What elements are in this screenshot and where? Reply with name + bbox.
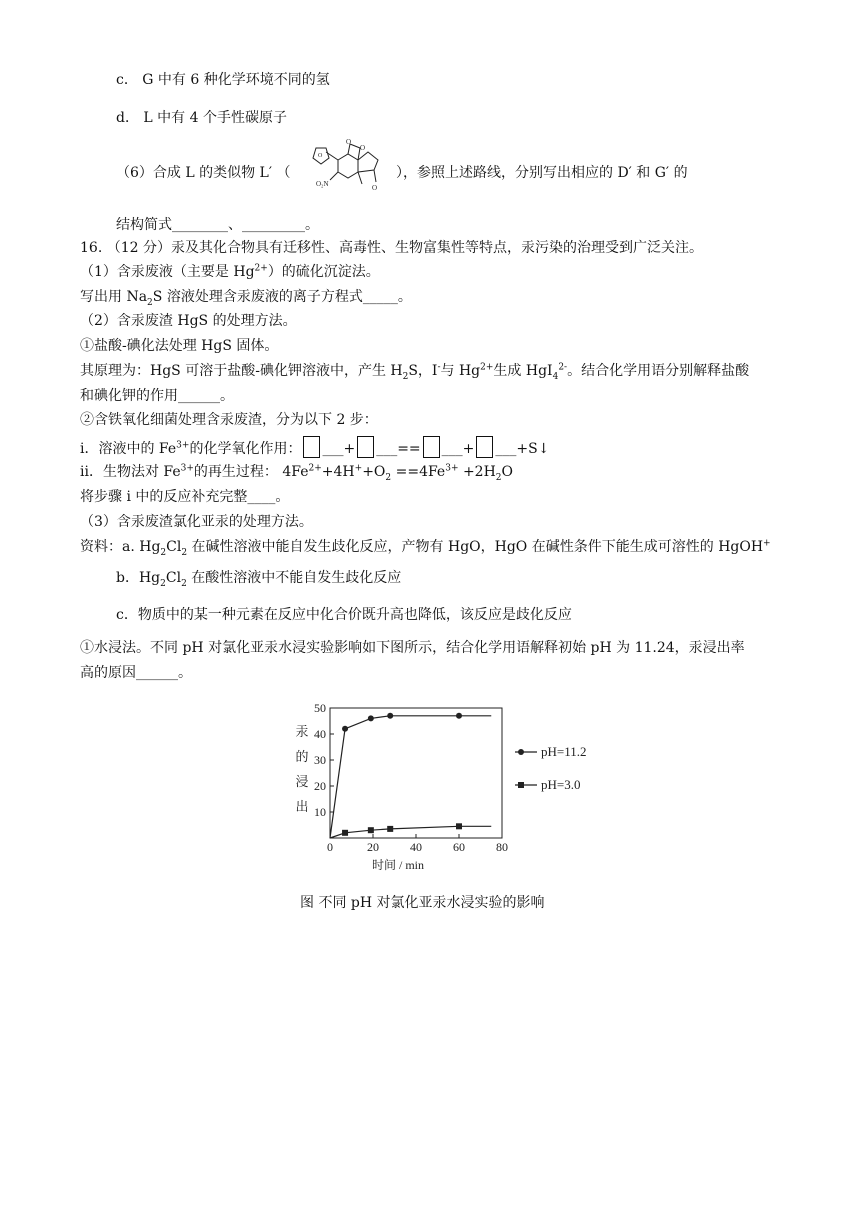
part2-method1: ①盐酸-碘化法处理 HgS 固体。: [80, 338, 279, 354]
x-axis-label: 时间 / min: [371, 858, 425, 872]
x-tick-label: 60: [453, 840, 465, 854]
series-line-square: [330, 826, 491, 838]
svg-text:O: O: [346, 138, 352, 146]
y-axis-label-char: 浸: [295, 774, 309, 789]
part1-question: 写出用 $Na_2S$ 溶液处理含汞废液的离子方程式_____。: [80, 289, 412, 308]
q16-intro: 16. （12 分）汞及其化合物具有迁移性、高毒性、生物富集性等特点，汞污染的治理受到广泛关注。: [80, 240, 703, 256]
part2-heading: （2）含汞废渣 HgS 的处理方法。: [80, 313, 297, 329]
option-c: c． G 中有 6 种化学环境不同的氢: [116, 72, 330, 88]
data-point-circle: [456, 713, 462, 719]
answer-box-1[interactable]: [303, 436, 320, 458]
svg-text:O: O: [318, 153, 323, 159]
svg-text:O: O: [372, 184, 378, 192]
plot-frame: [330, 708, 502, 838]
data-point-square: [342, 830, 348, 836]
info-a: 资料：a. $Hg_2Cl_2$ 在碱性溶液中能自发生歧化反应，产物有 HgO，HgO 在碱性条件下能生成可溶性的 HgOH+: [80, 538, 771, 558]
part3-method1: ①水浸法。不同 pH 对氯化亚汞水浸实验影响如下图所示，结合化学用语解释初始 pH 为 11.24，汞浸出率: [80, 640, 745, 656]
svg-text:O₂N: O₂N: [316, 180, 329, 188]
info-b: b．$Hg_2Cl_2$ 在酸性溶液中不能自发生歧化反应: [116, 570, 402, 589]
molecule-structure-image: [298, 138, 392, 208]
data-point-circle: [387, 713, 393, 719]
y-axis-label-char: 汞: [295, 724, 309, 739]
y-tick-label: 50: [314, 701, 326, 715]
y-tick-label: 10: [314, 805, 326, 819]
y-axis-label-char: 的: [295, 749, 309, 764]
leaching-chart: [270, 690, 610, 880]
answer-box-3[interactable]: [423, 436, 440, 458]
step-i: i．溶液中的 $Fe^{3+}$的化学氧化作用： ___+ ___== ___+ ___+S↓: [80, 436, 549, 459]
answer-box-2[interactable]: [357, 436, 374, 458]
info-c: c．物质中的某一种元素在反应中化合价既升高也降低，该反应是歧化反应: [116, 607, 572, 623]
svg-text:O: O: [360, 144, 366, 152]
y-axis-label-char: 出: [295, 799, 309, 814]
y-tick-label: 40: [314, 727, 326, 741]
part1-heading: （1）含汞废液（主要是 $Hg^{2+}$）的硫化沉淀法。: [80, 263, 380, 280]
data-point-circle: [342, 726, 348, 732]
legend-label: pH=11.2: [541, 744, 587, 759]
step-ii: ii．生物法对 $Fe^{3+}$的再生过程： $4Fe^{2+}+4H^++O_2 ==4Fe^{3+} +2H_2O$: [80, 463, 514, 483]
chart-caption: 图 不同 pH 对氯化亚汞水浸实验的影响: [300, 895, 545, 911]
part3-heading: （3）含汞废渣氯化亚汞的处理方法。: [80, 514, 313, 530]
part2-method2: ②含铁氧化细菌处理含汞废渣，分为以下 2 步：: [80, 412, 378, 428]
data-point-square: [368, 827, 374, 833]
part2-principle: 其原理为：HgS 可溶于盐酸-碘化钾溶液中，产生 $H_2S$，I-与 $Hg^{2+}$生成 HgI$_4^{2-}$。结合化学用语分别解释盐酸: [80, 362, 750, 382]
q6-suffix: ），参照上述路线，分别写出相应的 D′ 和 G′ 的: [396, 165, 688, 181]
x-tick-label: 0: [327, 840, 333, 854]
x-tick-label: 40: [410, 840, 422, 854]
series-line-circle: [330, 716, 491, 838]
part3-method1-cont: 高的原因______。: [80, 665, 192, 681]
q6-prefix: （6）合成 L 的类似物 L′ （: [116, 165, 291, 181]
q6-answer-line: 结构简式________、_________。: [116, 217, 319, 233]
part2-principle-cont: 和碘化钾的作用______。: [80, 388, 234, 404]
y-tick-label: 30: [314, 753, 326, 767]
data-point-circle: [368, 715, 374, 721]
step-complete-question: 将步骤 i 中的反应补充完整____。: [80, 489, 290, 505]
x-tick-label: 80: [496, 840, 508, 854]
answer-box-4[interactable]: [476, 436, 493, 458]
legend-label: pH=3.0: [541, 777, 581, 792]
data-point-square: [456, 823, 462, 829]
legend-marker-circle: [518, 749, 524, 755]
option-d: d． L 中有 4 个手性碳原子: [116, 110, 287, 126]
y-tick-label: 20: [314, 779, 326, 793]
data-point-square: [387, 826, 393, 832]
x-tick-label: 20: [367, 840, 379, 854]
legend-marker-square: [518, 782, 524, 788]
